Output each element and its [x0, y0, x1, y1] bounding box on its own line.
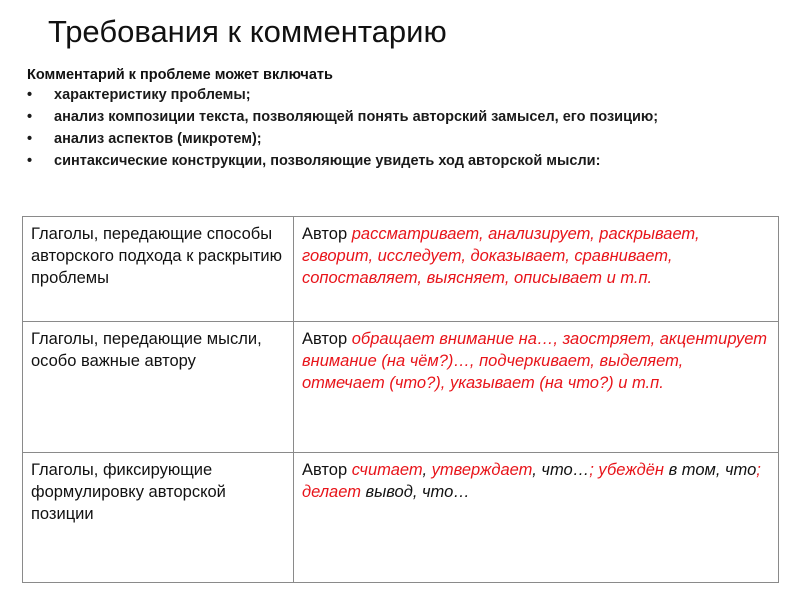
table-row	[23, 217, 779, 322]
author-lead: Автор	[302, 461, 348, 479]
bullet-icon: •	[27, 109, 33, 125]
verb-plain: вывод, что…	[360, 483, 470, 501]
row-examples	[294, 217, 779, 322]
row-category: Глаголы, фиксирующие формулировку авторской позиции	[23, 453, 294, 583]
bullet-item	[27, 130, 767, 148]
bullet-text: анализ композиции текста, позволяющей понять авторский замысел, его позицию;	[54, 109, 659, 125]
bullet-item	[27, 152, 767, 170]
verb-plain: ;	[756, 461, 761, 479]
verb-plain: ;	[589, 461, 599, 479]
verb-plain: в том, что	[664, 461, 757, 479]
table-row	[23, 453, 779, 583]
verb-list: рассматривает, анализирует, раскрывает, говорит, исследует, доказывает, сравнивает, сопоставляет, выясняет, описывает и т.п.	[302, 225, 700, 287]
verb-highlight: утверждает	[431, 461, 533, 479]
bullet-text: характеристику проблемы;	[54, 87, 251, 103]
verb-highlight: считает	[351, 461, 423, 479]
page-title: Требования к комментарию	[48, 14, 447, 49]
row-examples	[294, 322, 779, 453]
row-category: Глаголы, передающие мысли, особо важные автору	[23, 322, 294, 453]
bullet-icon: •	[27, 131, 33, 147]
bullet-text: анализ аспектов (микротем);	[54, 131, 262, 147]
table-row	[23, 322, 779, 453]
author-lead: Автор	[302, 225, 348, 243]
verbs-table	[22, 216, 779, 583]
bullet-list	[27, 86, 767, 174]
bullet-icon: •	[27, 153, 33, 169]
verb-list: обращает внимание на…, заостряет, акцентирует внимание (на чём?)…, подчеркивает, выделяет, отмечает (что?), указывает (на что?) и т.п.	[302, 330, 767, 392]
bullet-text: синтаксические конструкции, позволяющие увидеть ход авторской мысли:	[54, 153, 601, 169]
author-lead: Автор	[302, 330, 348, 348]
row-category: Глаголы, передающие способы авторского подхода к раскрытию проблемы	[23, 217, 294, 322]
verb-highlight: делает	[302, 483, 361, 501]
row-examples	[294, 453, 779, 583]
verb-plain: ,	[422, 461, 432, 479]
verb-highlight: убеждён	[598, 461, 664, 479]
bullet-item	[27, 108, 767, 126]
bullet-item	[27, 86, 767, 104]
verb-plain: , что…	[532, 461, 590, 479]
bullet-icon: •	[27, 87, 33, 103]
intro-text: Комментарий к проблеме может включать	[27, 67, 333, 83]
